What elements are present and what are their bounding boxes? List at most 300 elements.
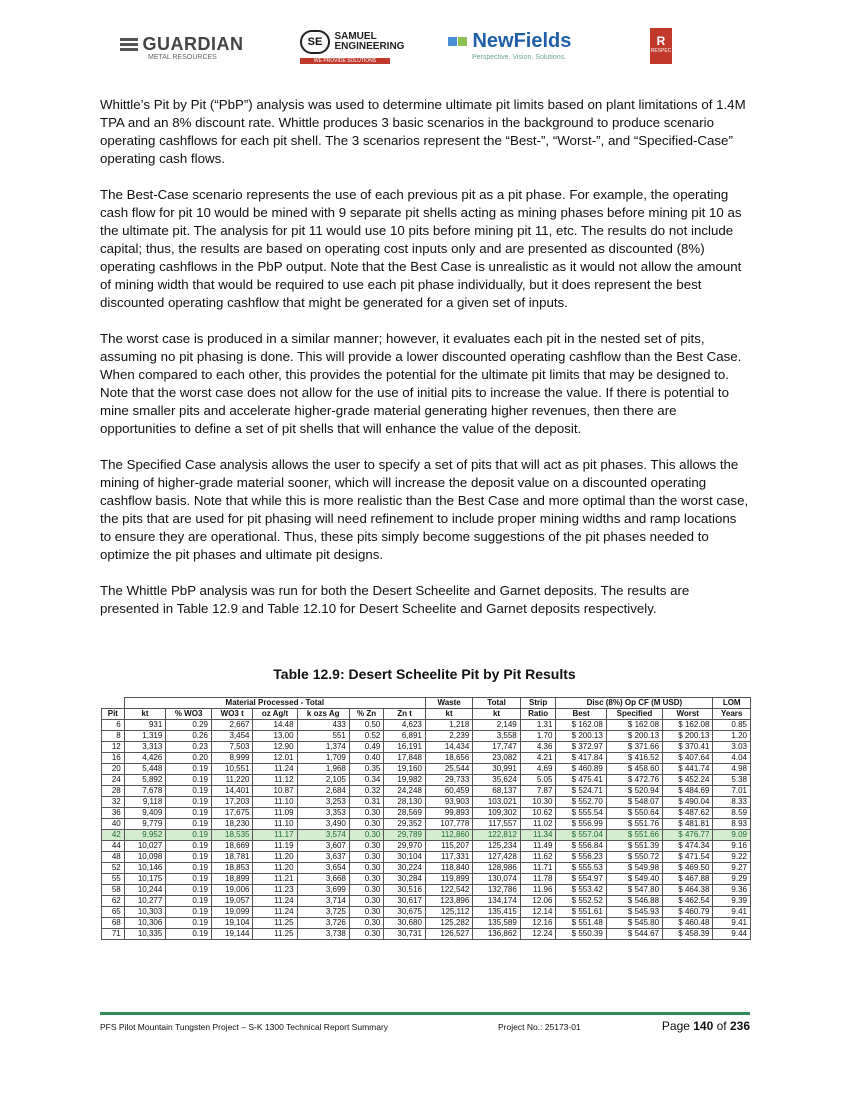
table-cell: $ 551.39 <box>606 841 662 852</box>
table-cell: $ 551.76 <box>606 819 662 830</box>
table-cell: 29,789 <box>384 830 426 841</box>
table-cell: 4.98 <box>713 764 751 775</box>
table-cell: 132,786 <box>473 885 520 896</box>
table-cell: 0.30 <box>349 907 383 918</box>
table-cell: 9.09 <box>713 830 751 841</box>
table-cell: $ 469.50 <box>663 863 713 874</box>
table-cell: $ 472.76 <box>606 775 662 786</box>
table-cell: 10,306 <box>124 918 166 929</box>
column-header: oz Ag/t <box>253 709 297 720</box>
table-cell: $ 474.34 <box>663 841 713 852</box>
table-cell: 18,669 <box>211 841 253 852</box>
table-cell: $ 481.81 <box>663 819 713 830</box>
table-row <box>102 720 751 731</box>
table-cell: $ 464.38 <box>663 885 713 896</box>
table-group-header-row <box>102 698 751 709</box>
of-word: of <box>713 1019 730 1033</box>
paragraph: The Whittle PbP analysis was run for both the Desert Scheelite and Garnet deposits. The results are presented in Table 12.9 and Table 12.10 for Desert Scheelite and Garnet deposits respectively. <box>100 583 690 616</box>
table-cell: 65 <box>102 907 125 918</box>
table-cell: 0.85 <box>713 720 751 731</box>
table-cell: 0.50 <box>349 720 383 731</box>
table-cell: 17,848 <box>384 753 426 764</box>
table-cell: 0.19 <box>166 885 212 896</box>
table-cell: 99,893 <box>425 808 472 819</box>
table-cell: 11.21 <box>253 874 297 885</box>
table-cell: $ 441.74 <box>663 764 713 775</box>
table-cell: 1.20 <box>713 731 751 742</box>
table-cell: 4.21 <box>520 753 556 764</box>
table-cell: 0.40 <box>349 753 383 764</box>
table-cell: 2,149 <box>473 720 520 731</box>
table-cell: 18,230 <box>211 819 253 830</box>
guardian-logo <box>120 34 243 74</box>
table-cell: 9.29 <box>713 874 751 885</box>
table-cell: 3,738 <box>297 929 349 940</box>
table-cell: 18,781 <box>211 852 253 863</box>
table-cell: 12.90 <box>253 742 297 753</box>
table-cell: 13.00 <box>253 731 297 742</box>
table-cell: $ 544.67 <box>606 929 662 940</box>
table-cell: 12.16 <box>520 918 556 929</box>
table-cell: 0.19 <box>166 808 212 819</box>
table-cell: $ 549.98 <box>606 863 662 874</box>
table-row <box>102 775 751 786</box>
table-cell: 9.41 <box>713 907 751 918</box>
table-cell: 28,569 <box>384 808 426 819</box>
respec-logo-text: RESPEC <box>650 48 672 54</box>
page-number <box>662 1019 750 1033</box>
page-header <box>120 28 680 68</box>
table-cell: 5,892 <box>124 775 166 786</box>
table-row <box>102 830 751 841</box>
table-cell: 0.19 <box>166 907 212 918</box>
table-cell: 11.02 <box>520 819 556 830</box>
newfields-tagline: Perspective. Vision. Solutions. <box>472 54 567 61</box>
table-cell: $ 462.54 <box>663 896 713 907</box>
table-cell: 30,680 <box>384 918 426 929</box>
table-cell: 11.25 <box>253 918 297 929</box>
newfields-logo-text: NewFields <box>472 30 572 52</box>
table-cell: 3,313 <box>124 742 166 753</box>
table-cell: 115,207 <box>425 841 472 852</box>
table-cell: 14,434 <box>425 742 472 753</box>
table-cell: 11.96 <box>520 885 556 896</box>
table-cell: 8.33 <box>713 797 751 808</box>
table-cell: 10,175 <box>124 874 166 885</box>
page-current: 140 <box>693 1019 714 1033</box>
table-cell: $ 460.79 <box>663 907 713 918</box>
table-cell: 18,853 <box>211 863 253 874</box>
table-cell: $ 546.88 <box>606 896 662 907</box>
table-cell: 11.24 <box>253 764 297 775</box>
table-cell: 36 <box>102 808 125 819</box>
table-cell: 0.19 <box>166 764 212 775</box>
table-cell: 3,454 <box>211 731 253 742</box>
column-header: Specified <box>606 709 662 720</box>
table-cell: 103,021 <box>473 797 520 808</box>
table-cell: 0.30 <box>349 885 383 896</box>
table-cell: 122,542 <box>425 885 472 896</box>
table-cell: 0.19 <box>166 852 212 863</box>
table-cell: 11.25 <box>253 929 297 940</box>
table-cell: 60,459 <box>425 786 472 797</box>
table-cell: 0.30 <box>349 929 383 940</box>
samuel-mark-icon: SE <box>300 30 330 54</box>
table-cell: 62 <box>102 896 125 907</box>
footer-report-title: PFS Pilot Mountain Tungsten Project – S-K 1300 Technical Report Summary <box>100 1022 389 1032</box>
table-cell: 14.48 <box>253 720 297 731</box>
table-cell: 0.31 <box>349 797 383 808</box>
table-cell: 11.10 <box>253 819 297 830</box>
table-cell: 0.19 <box>166 863 212 874</box>
table-row <box>102 731 751 742</box>
table-cell: 44 <box>102 841 125 852</box>
table-cell: 7.01 <box>713 786 751 797</box>
table-cell: 3,558 <box>473 731 520 742</box>
table-cell: 68,137 <box>473 786 520 797</box>
table-row <box>102 918 751 929</box>
table-cell: 30,224 <box>384 863 426 874</box>
table-cell: 24 <box>102 775 125 786</box>
table-cell: $ 557.04 <box>556 830 606 841</box>
table-cell: $ 416.52 <box>606 753 662 764</box>
table-cell: 9.36 <box>713 885 751 896</box>
samuel-line2: ENGINEERING <box>334 41 405 52</box>
table-cell: $ 162.08 <box>663 720 713 731</box>
table-cell: $ 551.66 <box>606 830 662 841</box>
footer-project-number: Project No.: 25173-01 <box>498 1022 581 1032</box>
table-cell: $ 371.66 <box>606 742 662 753</box>
table-cell: 9.39 <box>713 896 751 907</box>
table-cell: 125,282 <box>425 918 472 929</box>
table-cell: $ 550.72 <box>606 852 662 863</box>
table-cell: 11.34 <box>520 830 556 841</box>
table-cell: 0.30 <box>349 841 383 852</box>
table-cell: 30,104 <box>384 852 426 863</box>
table-cell: 10,303 <box>124 907 166 918</box>
table-cell: $ 549.40 <box>606 874 662 885</box>
table-cell: $ 545.80 <box>606 918 662 929</box>
table-cell: 9.16 <box>713 841 751 852</box>
table-cell: 12.01 <box>253 753 297 764</box>
table-cell: 2,667 <box>211 720 253 731</box>
table-cell: $ 200.13 <box>663 731 713 742</box>
table-cell: 9,409 <box>124 808 166 819</box>
pit-results-table <box>101 697 751 940</box>
table-cell: 0.19 <box>166 830 212 841</box>
table-cell: 7,678 <box>124 786 166 797</box>
table-cell: 29,733 <box>425 775 472 786</box>
table-cell: 0.19 <box>166 775 212 786</box>
column-header: k ozs Ag <box>297 709 349 720</box>
table-cell: $ 548.07 <box>606 797 662 808</box>
table-cell: 52 <box>102 863 125 874</box>
table-cell: $ 520.94 <box>606 786 662 797</box>
table-cell: $ 458.60 <box>606 764 662 775</box>
table-row <box>102 841 751 852</box>
table-cell: 135,589 <box>473 918 520 929</box>
table-cell: 109,302 <box>473 808 520 819</box>
table-cell: 11.12 <box>253 775 297 786</box>
table-cell: 931 <box>124 720 166 731</box>
table-cell: 10,335 <box>124 929 166 940</box>
table-cell: 1,709 <box>297 753 349 764</box>
table-cell: 0.19 <box>166 918 212 929</box>
table-cell: $ 467.88 <box>663 874 713 885</box>
table-cell: 19,099 <box>211 907 253 918</box>
table-cell: 9.41 <box>713 918 751 929</box>
table-cell: 18,656 <box>425 753 472 764</box>
table-cell: 0.35 <box>349 764 383 775</box>
table-cell: 0.19 <box>166 841 212 852</box>
respec-logo <box>650 28 672 64</box>
table-cell: 0.34 <box>349 775 383 786</box>
table-cell: 130,074 <box>473 874 520 885</box>
table-cell: $ 524.71 <box>556 786 606 797</box>
paragraph: The Best-Case scenario represents the use of each previous pit as a pit phase. For example, the operating cash flow for pit 10 would be mined with 9 separate pit shells acting as mining phases before mining pit 10 as the ultimate pit. The analysis for pit 11 would use 10 pits before mining pit 11, etc. The results do not include capital; thus, the results are based on operating cost inputs only and are presented as discounted (8%) operating cashflows in the PbP output. Note that the Best Case is unrealistic as it would not allow the amount of mining width that would be required to use each pit phase individually, but it does represent the best discounted operating cashflow that might be generated for a given set of inputs. <box>100 187 742 310</box>
table-cell: 16 <box>102 753 125 764</box>
table-cell: 6,891 <box>384 731 426 742</box>
table-cell: 48 <box>102 852 125 863</box>
table-cell: 10.62 <box>520 808 556 819</box>
table-cell: 30,731 <box>384 929 426 940</box>
table-cell: 11,220 <box>211 775 253 786</box>
table-cell: $ 407.64 <box>663 753 713 764</box>
table-cell: $ 458.39 <box>663 929 713 940</box>
page-total: 236 <box>729 1019 750 1033</box>
table-cell: 0.30 <box>349 830 383 841</box>
table-cell: 0.30 <box>349 808 383 819</box>
table-cell: 9,779 <box>124 819 166 830</box>
column-header: kt <box>473 709 520 720</box>
table-cell: 19,006 <box>211 885 253 896</box>
table-row <box>102 786 751 797</box>
table-cell: 0.20 <box>166 753 212 764</box>
table-cell: 58 <box>102 885 125 896</box>
waste-header: Waste <box>425 698 472 709</box>
table-cell: 3,714 <box>297 896 349 907</box>
table-cell: 4.69 <box>520 764 556 775</box>
table-cell: 11.09 <box>253 808 297 819</box>
table-cell: 11.71 <box>520 863 556 874</box>
table-row <box>102 764 751 775</box>
table-cell: 19,144 <box>211 929 253 940</box>
table-cell: 17,747 <box>473 742 520 753</box>
guardian-mark-icon <box>120 36 138 53</box>
table-cell: 4,623 <box>384 720 426 731</box>
table-cell: 1,968 <box>297 764 349 775</box>
table-cell: $ 550.39 <box>556 929 606 940</box>
table-row <box>102 808 751 819</box>
table-cell: 16,191 <box>384 742 426 753</box>
table-cell: 17,203 <box>211 797 253 808</box>
table-cell: 25,544 <box>425 764 472 775</box>
table-cell: $ 547.80 <box>606 885 662 896</box>
table-cell: $ 460.89 <box>556 764 606 775</box>
table-cell: 11.20 <box>253 863 297 874</box>
table-cell: 11.24 <box>253 907 297 918</box>
table-cell: 107,778 <box>425 819 472 830</box>
table-row <box>102 907 751 918</box>
table-cell: 11.17 <box>253 830 297 841</box>
table-cell: $ 487.62 <box>663 808 713 819</box>
table-cell: $ 552.52 <box>556 896 606 907</box>
table-cell: 3,654 <box>297 863 349 874</box>
table-cell: 0.19 <box>166 896 212 907</box>
table-body <box>102 720 751 940</box>
table-cell: 3,574 <box>297 830 349 841</box>
column-header: % Zn <box>349 709 383 720</box>
samuel-tagline: WE PROVIDE SOLUTIONS <box>300 58 390 64</box>
table-cell: 12.14 <box>520 907 556 918</box>
table-cell: 0.30 <box>349 819 383 830</box>
table-cell: 125,234 <box>473 841 520 852</box>
table-cell: 71 <box>102 929 125 940</box>
disc-cf-header: Disc (8%) Op CF (M USD) <box>556 698 713 709</box>
paragraph: Whittle’s Pit by Pit (“PbP”) analysis was used to determine ultimate pit limits based on plant limitations of 1.4M TPA and an 8% discount rate. Whittle produces 3 basic scenarios in the background to produce scenario operating cashflows for each pit shell. The 3 scenarios represent the “Best-”, “Worst-”, and “Specified-Case” operating cash flows. <box>100 97 746 166</box>
table-cell: 68 <box>102 918 125 929</box>
table-cell: 0.30 <box>349 918 383 929</box>
table-cell: 10.87 <box>253 786 297 797</box>
table-cell: $ 553.42 <box>556 885 606 896</box>
column-header: kt <box>425 709 472 720</box>
table-cell: 12.24 <box>520 929 556 940</box>
table-cell: $ 162.08 <box>556 720 606 731</box>
table-cell: 30,675 <box>384 907 426 918</box>
table-cell: $ 460.48 <box>663 918 713 929</box>
table-cell: 9,952 <box>124 830 166 841</box>
table-cell: 433 <box>297 720 349 731</box>
table-cell: 12 <box>102 742 125 753</box>
table-cell: $ 452.24 <box>663 775 713 786</box>
newfields-square-icon <box>448 37 457 46</box>
material-processed-header: Material Processed - Total <box>124 698 425 709</box>
table-cell: 28,130 <box>384 797 426 808</box>
column-header: WO3 t <box>211 709 253 720</box>
total-header: Total <box>473 698 520 709</box>
table-cell: 0.30 <box>349 874 383 885</box>
table-cell: 10,027 <box>124 841 166 852</box>
strip-header: Strip <box>520 698 556 709</box>
table-column-header-row <box>102 709 751 720</box>
table-cell: 5.38 <box>713 775 751 786</box>
table-cell: 29,352 <box>384 819 426 830</box>
table-cell: 0.49 <box>349 742 383 753</box>
newfields-square-icon <box>458 37 467 46</box>
table-cell: 0.52 <box>349 731 383 742</box>
paragraph: The Specified Case analysis allows the user to specify a set of pits that will act as pit phases. This allows the mining of higher-grade material sooner, which will increase the deposit value on a discounted operating cashflow basis. Note that while this is more realistic than the Best Case and more optimal than the worst case, the pits that are used for pit phasing will need refinement to include proper mining widths and ramp locations to ensure they are operational. Thus, these pits simply become suggestions of the pit phases needed to optimize the pit phases and ultimate pit designs. <box>100 457 749 562</box>
table-cell: 551 <box>297 731 349 742</box>
table-cell: 19,160 <box>384 764 426 775</box>
table-cell: 17,675 <box>211 808 253 819</box>
body-text <box>100 96 750 636</box>
table-cell: 0.19 <box>166 929 212 940</box>
table-cell: $ 545.93 <box>606 907 662 918</box>
table-cell: 24,248 <box>384 786 426 797</box>
table-cell: 55 <box>102 874 125 885</box>
table-row <box>102 929 751 940</box>
table-cell: 9.27 <box>713 863 751 874</box>
table-cell: $ 551.61 <box>556 907 606 918</box>
table-cell: 11.10 <box>253 797 297 808</box>
table-cell: 117,557 <box>473 819 520 830</box>
column-header: Ratio <box>520 709 556 720</box>
table-cell: 10,098 <box>124 852 166 863</box>
column-header: Best <box>556 709 606 720</box>
guardian-logo-subtext: METAL RESOURCES <box>148 54 217 61</box>
table-cell: 4,426 <box>124 753 166 764</box>
table-cell: 30,617 <box>384 896 426 907</box>
table-cell: 23,082 <box>473 753 520 764</box>
table-cell: 8,999 <box>211 753 253 764</box>
table-cell: 2,684 <box>297 786 349 797</box>
table-cell: $ 551.48 <box>556 918 606 929</box>
table-cell: 1,218 <box>425 720 472 731</box>
table-cell: 3,607 <box>297 841 349 852</box>
table-cell: 10,244 <box>124 885 166 896</box>
table-cell: 14,401 <box>211 786 253 797</box>
table-cell: 9.22 <box>713 852 751 863</box>
column-header: Years <box>713 709 751 720</box>
table-cell: 6 <box>102 720 125 731</box>
table-cell: $ 490.04 <box>663 797 713 808</box>
table-cell: $ 550.64 <box>606 808 662 819</box>
table-cell: $ 200.13 <box>556 731 606 742</box>
table-cell: 4.36 <box>520 742 556 753</box>
table-cell: $ 556.23 <box>556 852 606 863</box>
table-cell: 3,725 <box>297 907 349 918</box>
table-cell: 10,551 <box>211 764 253 775</box>
table-cell: 123,896 <box>425 896 472 907</box>
table-cell: 93,903 <box>425 797 472 808</box>
table-cell: 35,624 <box>473 775 520 786</box>
table-cell: 118,840 <box>425 863 472 874</box>
table-cell: 7,503 <box>211 742 253 753</box>
table-cell: 19,057 <box>211 896 253 907</box>
table-cell: 126,527 <box>425 929 472 940</box>
table-row <box>102 874 751 885</box>
table-cell: 1,374 <box>297 742 349 753</box>
column-header: % WO3 <box>166 709 212 720</box>
table-cell: 3,353 <box>297 808 349 819</box>
samuel-engineering-logo <box>300 30 404 70</box>
table-cell: 5,448 <box>124 764 166 775</box>
table-cell: $ 476.77 <box>663 830 713 841</box>
table-cell: 10,146 <box>124 863 166 874</box>
table-cell: 11.24 <box>253 896 297 907</box>
table-cell: 18,899 <box>211 874 253 885</box>
table-cell: 117,331 <box>425 852 472 863</box>
table-cell: 11.20 <box>253 852 297 863</box>
table-cell: 11.23 <box>253 885 297 896</box>
respec-mark-icon: R <box>656 34 666 48</box>
table-row <box>102 863 751 874</box>
table-cell: 3,699 <box>297 885 349 896</box>
table-cell: 1,319 <box>124 731 166 742</box>
table-cell: 5.05 <box>520 775 556 786</box>
table-cell: $ 200.13 <box>606 731 662 742</box>
table-cell: $ 554.97 <box>556 874 606 885</box>
table-cell: 3,726 <box>297 918 349 929</box>
table-cell: 119,899 <box>425 874 472 885</box>
table-cell: 1.70 <box>520 731 556 742</box>
table-cell: 0.23 <box>166 742 212 753</box>
table-cell: $ 475.41 <box>556 775 606 786</box>
table-row <box>102 852 751 863</box>
table-cell: 127,428 <box>473 852 520 863</box>
table-cell: 0.26 <box>166 731 212 742</box>
table-cell: 2,105 <box>297 775 349 786</box>
